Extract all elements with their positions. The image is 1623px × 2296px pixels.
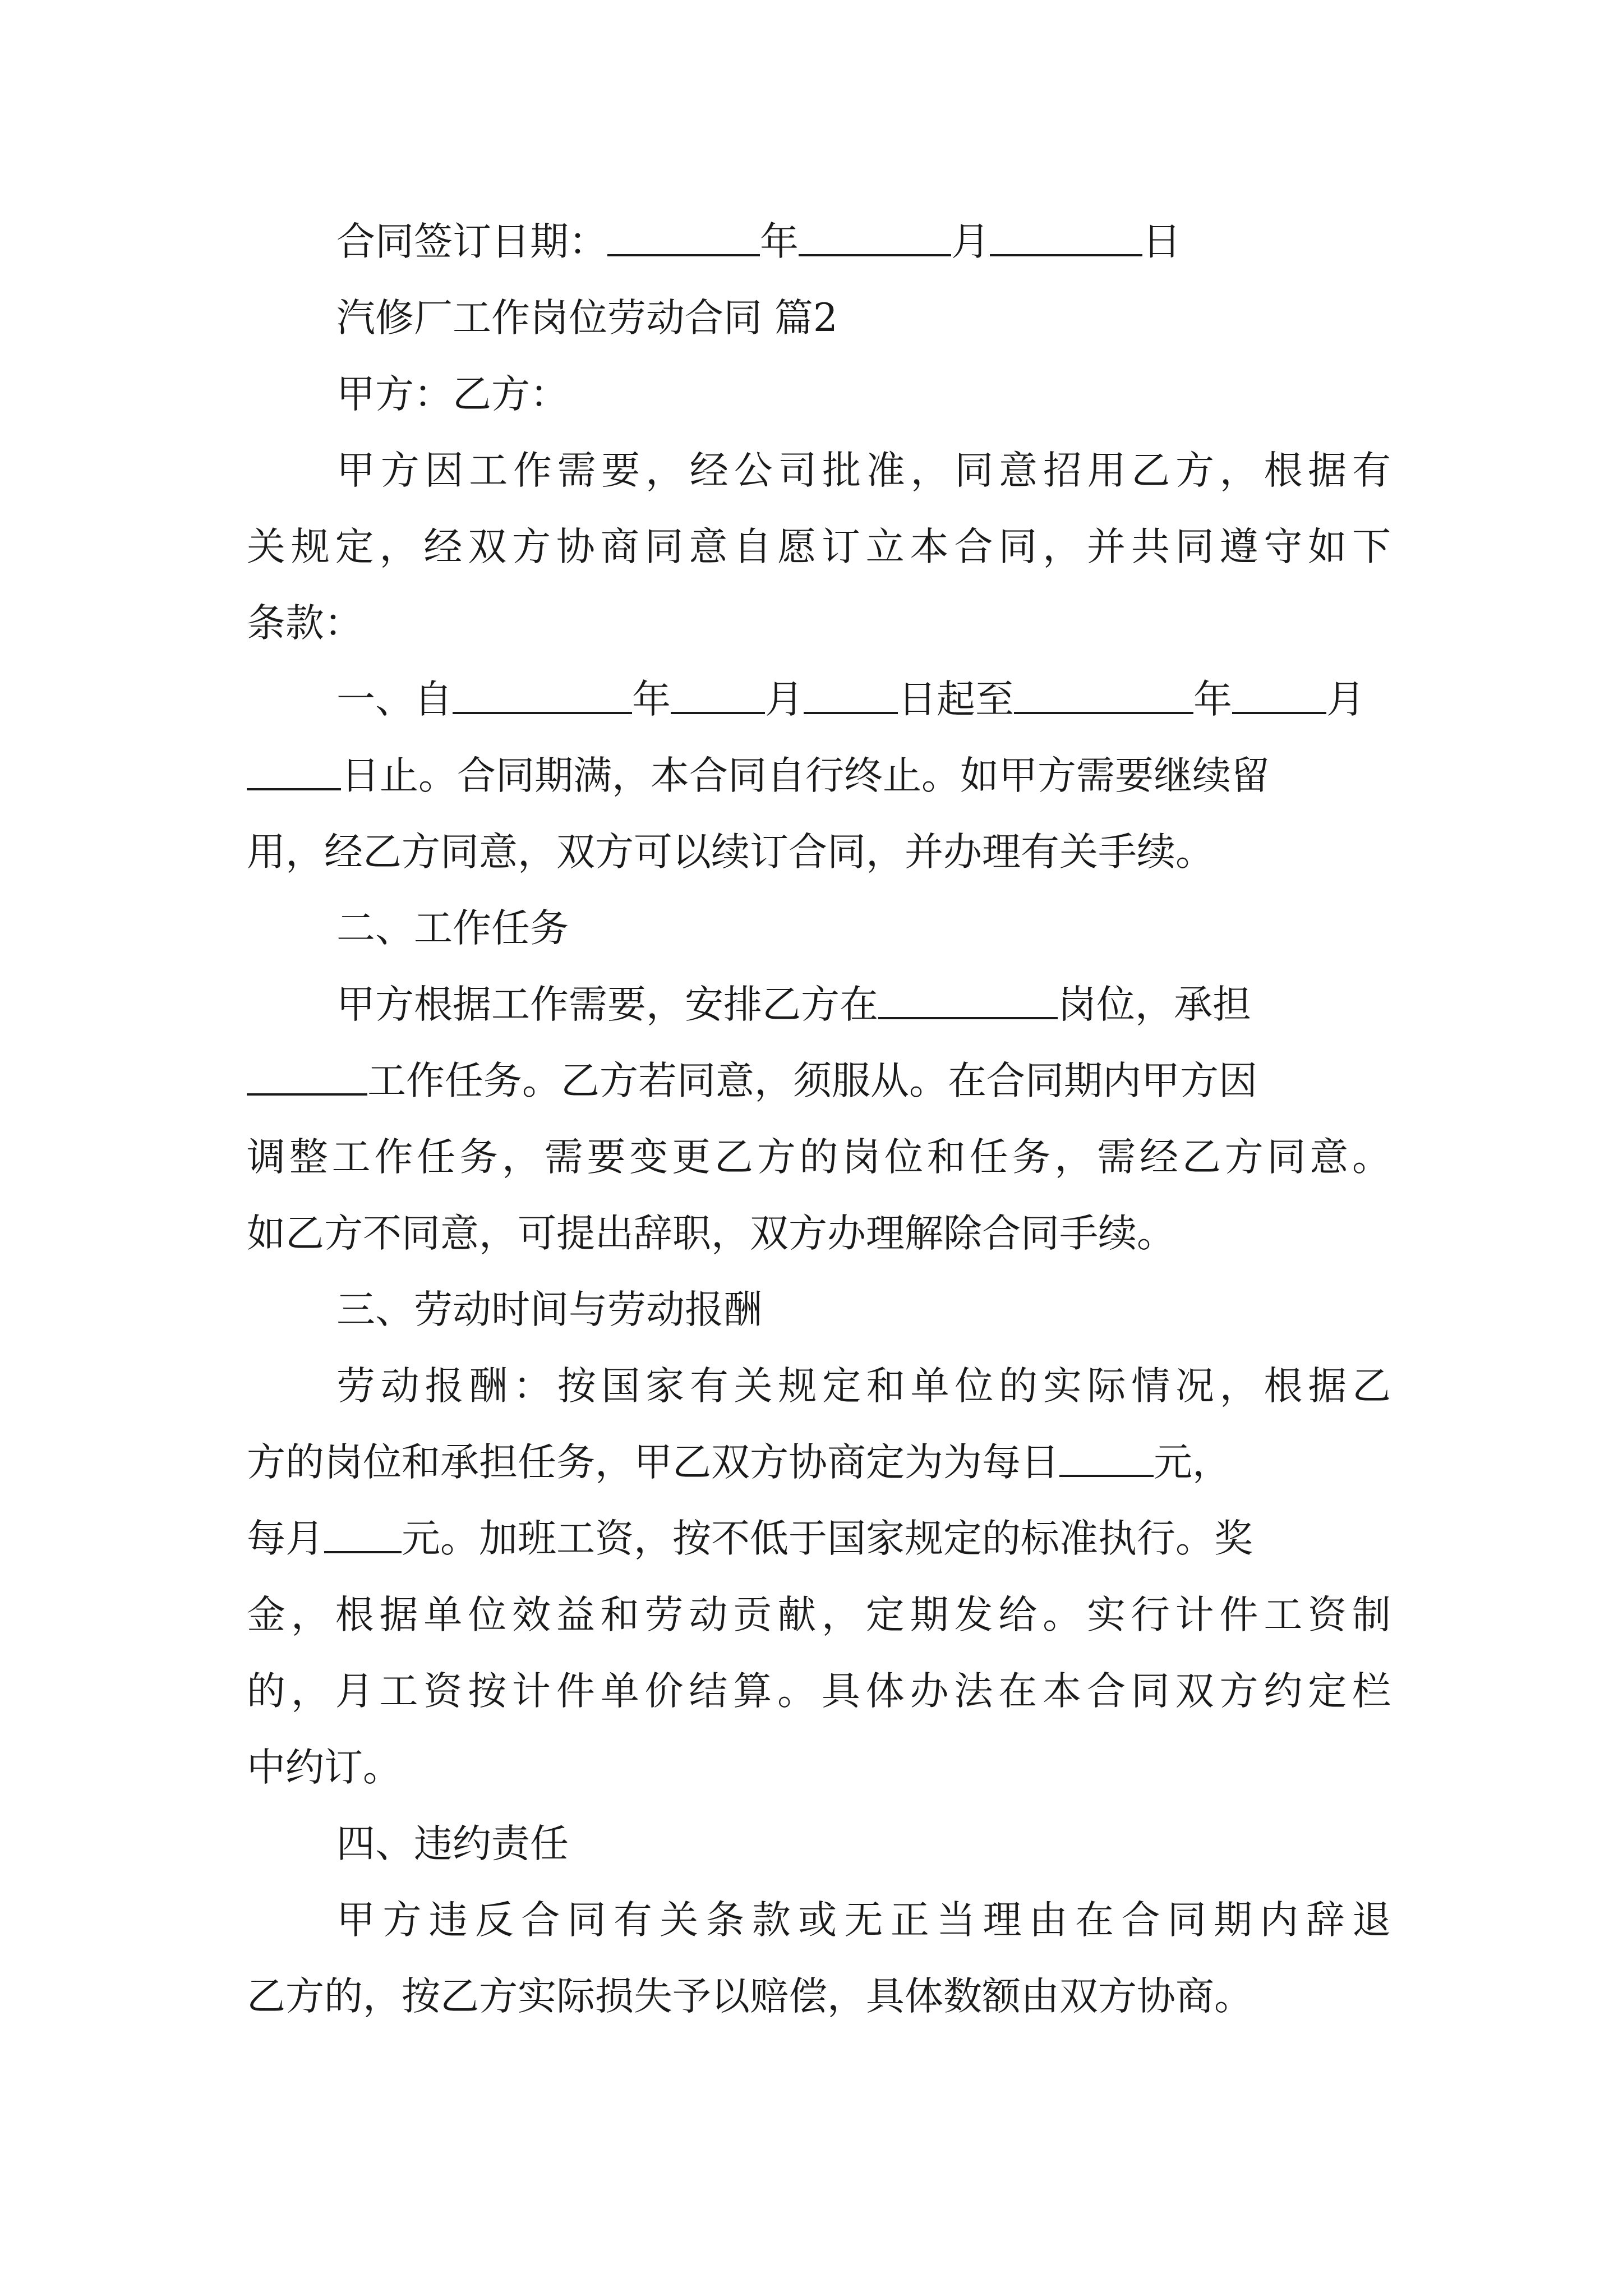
sign-date-label: 合同签订日期： [336,219,607,264]
clause3-line3-a: 每月 [247,1516,324,1561]
clause4-line-1: 甲方违反合同有关条款或无正当理由在合同期内辞退 [336,1898,1391,1943]
blank-daily-pay[interactable] [1059,1440,1154,1477]
section-title: 汽修厂工作岗位劳动合同 篇2 [336,296,838,341]
blank-year[interactable] [607,219,760,256]
blank-start-month[interactable] [671,677,765,714]
clause1-year1: 年 [632,677,671,722]
clause3-line2-a: 方的岗位和承担任务，甲乙双方协商定为为每日 [247,1440,1059,1485]
blank-end-month[interactable] [1232,677,1326,714]
clause1-year2: 年 [1193,677,1232,722]
clause4-heading: 四、违约责任 [336,1821,569,1866]
blank-end-day[interactable] [247,753,341,790]
parties-line: 甲方：乙方： [336,372,569,417]
clause1-prefix: 一、自 [336,677,453,722]
day-label: 日 [1142,219,1181,264]
clause1-line-1 [336,661,1391,738]
blank-monthly-pay[interactable] [324,1516,402,1553]
clause2-line2-text: 工作任务。乙方若同意，须服从。在合同期内甲方因 [367,1059,1257,1103]
blank-end-year[interactable] [1014,677,1193,714]
month-label: 月 [951,219,990,264]
clause3-line-4: 金，根据单位效益和劳动贡献，定期发给。实行计件工资制 [247,1593,1391,1637]
clause1-month2: 月 [1326,677,1365,722]
clause3-line-6: 中约订。 [247,1745,402,1790]
clause2-line-2 [247,1043,1391,1119]
clause1-month1: 月 [765,677,804,722]
clause1-line-2 [247,738,1391,814]
clause2-line1-a: 甲方根据工作需要，安排乙方在 [336,982,878,1027]
clause2-heading: 二、工作任务 [336,906,569,951]
sign-date-line [336,204,1391,280]
clause3-line2-b: 元， [1154,1440,1231,1485]
blank-task[interactable] [247,1059,367,1096]
intro-line-3: 条款： [247,601,363,646]
clause3-line-1: 劳动报酬：按国家有关规定和单位的实际情况，根据乙 [336,1364,1391,1409]
blank-position[interactable] [878,982,1058,1019]
blank-start-day[interactable] [804,677,898,714]
clause3-line-2 [247,1424,1391,1501]
year-label: 年 [760,219,799,264]
clause1-line2-text: 日止。合同期满，本合同自行终止。如甲方需要继续留 [341,753,1270,798]
clause1-day1: 日起至 [898,677,1014,722]
clause2-line-4: 如乙方不同意，可提出辞职，双方办理解除合同手续。 [247,1211,1175,1256]
clause3-line-3 [247,1501,1391,1577]
clause2-line1-b: 岗位，承担 [1058,982,1251,1027]
clause2-line-3: 调整工作任务，需要变更乙方的岗位和任务，需经乙方同意。 [247,1135,1391,1180]
intro-line-1: 甲方因工作需要，经公司批准，同意招用乙方，根据有 [336,448,1391,493]
clause3-heading: 三、劳动时间与劳动报酬 [336,1287,762,1332]
clause4-line-2: 乙方的，按乙方实际损失予以赔偿，具体数额由双方协商。 [247,1974,1253,2019]
clause3-line3-b: 元。加班工资，按不低于国家规定的标准执行。奖 [402,1516,1253,1561]
clause2-line-1 [336,967,1391,1043]
clause1-line-3: 用，经乙方同意，双方可以续订合同，并办理有关手续。 [247,830,1214,875]
intro-line-2: 关规定，经双方协商同意自愿订立本合同，并共同遵守如下 [247,524,1391,569]
clause3-line-5: 的，月工资按计件单价结算。具体办法在本合同双方约定栏 [247,1669,1391,1714]
blank-month[interactable] [799,219,951,256]
blank-day[interactable] [990,219,1142,256]
blank-start-year[interactable] [453,677,632,714]
